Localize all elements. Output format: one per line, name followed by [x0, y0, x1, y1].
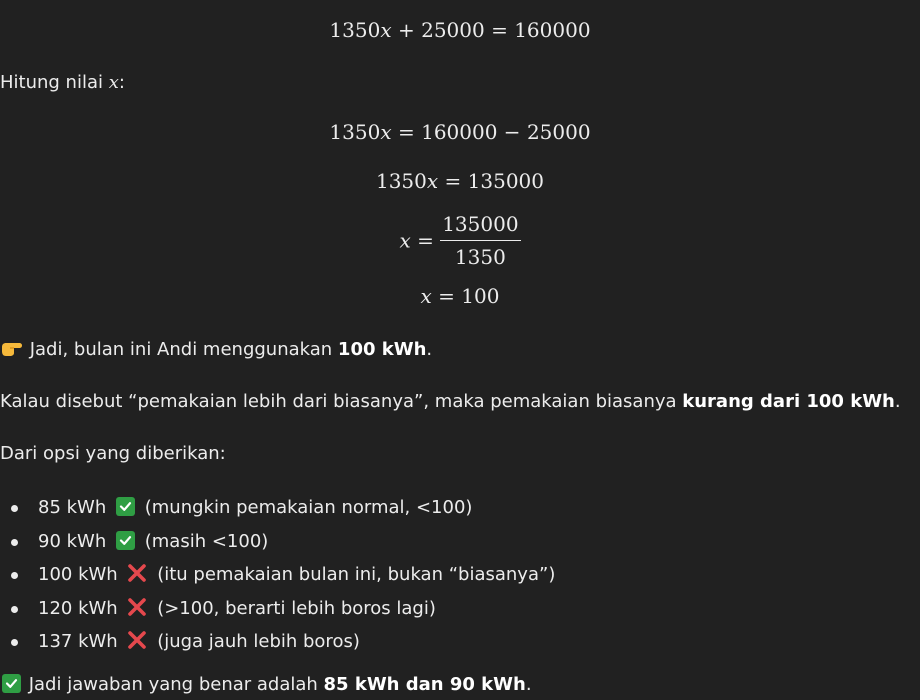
option-value: 90 kWh — [38, 530, 107, 552]
eq5-equals: = — [431, 284, 462, 308]
bullet — [11, 572, 18, 579]
equation-3 — [0, 169, 920, 193]
final-answer-value: 85 kWh dan 90 kWh — [323, 674, 526, 695]
option-value: 85 kWh — [38, 497, 107, 518]
dari-text: Dari opsi yang diberikan: — [0, 443, 226, 464]
hitung-colon: : — [118, 72, 125, 93]
kalau-emphasis: kurang dari 100 kWh — [682, 391, 895, 412]
eq2-minuend: 160000 — [421, 120, 498, 144]
jadi-usage-text: Jadi, bulan ini Andi menggunakan — [24, 339, 338, 360]
option-note: (mungkin pemakaian normal, <100) — [144, 497, 473, 518]
list-item — [0, 628, 555, 662]
eq2-minus: − — [497, 120, 527, 144]
bullet — [11, 539, 18, 546]
option-value: 137 kWh — [38, 631, 118, 652]
eq3-coef: 1350 — [375, 169, 427, 193]
dari-paragraph — [0, 443, 226, 464]
eq1-coef: 1350 — [329, 18, 381, 42]
equation-5 — [0, 284, 920, 308]
kalau-period: . — [894, 391, 901, 412]
check-mark-button-icon — [116, 497, 135, 516]
option-note: (>100, berarti lebih boros lagi) — [157, 597, 436, 619]
eq4-fraction — [440, 212, 520, 269]
bullet — [11, 606, 18, 613]
final-answer-paragraph — [0, 674, 532, 695]
eq1-rhs: 160000 — [514, 18, 591, 42]
eq3-equals: = — [438, 169, 468, 193]
eq2-equals: = — [391, 120, 422, 144]
bullet — [11, 505, 18, 512]
eq3-rhs: 135000 — [467, 169, 545, 193]
eq2-subtrahend: 25000 — [526, 120, 591, 144]
eq2-coef: 1350 — [329, 120, 381, 144]
list-item — [0, 494, 555, 528]
list-item — [0, 595, 555, 629]
jadi-usage-paragraph — [0, 338, 432, 363]
eq1-var: x — [380, 18, 392, 42]
eq1-term: 25000 — [421, 18, 485, 42]
cross-mark-icon — [127, 563, 147, 583]
eq4-denominator: 1350 — [454, 245, 506, 269]
list-item — [0, 561, 555, 595]
bullet — [11, 639, 18, 646]
eq1-plus: + — [391, 18, 422, 42]
option-note: (juga jauh lebih boros) — [157, 631, 360, 652]
cross-mark-icon — [127, 630, 147, 650]
eq4-numerator: 135000 — [440, 212, 520, 241]
kalau-paragraph — [0, 391, 901, 412]
hitung-label: Hitung nilai — [0, 72, 109, 93]
option-note: (masih <100) — [144, 530, 269, 552]
backhand-index-pointing-right-icon — [0, 338, 24, 363]
eq5-rhs: 100 — [461, 284, 500, 308]
check-mark-button-icon — [2, 674, 21, 693]
hitung-var: x — [108, 72, 119, 93]
equation-4 — [0, 212, 920, 269]
options-list — [0, 494, 555, 662]
check-mark-button-icon — [116, 531, 135, 550]
option-value: 100 kWh — [38, 564, 118, 585]
kalau-text: Kalau disebut “pemakaian lebih dari biasanya”, maka pemakaian biasanya — [0, 391, 683, 412]
jadi-usage-period: . — [426, 339, 433, 360]
hitung-paragraph — [0, 72, 125, 93]
eq3-var: x — [426, 169, 439, 193]
eq5-var: x — [420, 284, 432, 308]
equation-1 — [0, 18, 920, 42]
option-value: 120 kWh — [38, 597, 118, 619]
eq4-var: x — [399, 228, 411, 253]
final-answer-text: Jadi jawaban yang benar adalah — [23, 674, 324, 695]
final-answer-period: . — [525, 674, 532, 695]
option-note: (itu pemakaian bulan ini, bukan “biasanya”) — [157, 564, 556, 585]
eq1-equals: = — [484, 18, 515, 42]
eq2-var: x — [380, 120, 392, 144]
eq4-equals: = — [410, 228, 441, 253]
equation-2 — [0, 120, 920, 144]
jadi-usage-value: 100 kWh — [337, 339, 427, 360]
cross-mark-icon — [127, 597, 147, 617]
list-item — [0, 528, 555, 562]
